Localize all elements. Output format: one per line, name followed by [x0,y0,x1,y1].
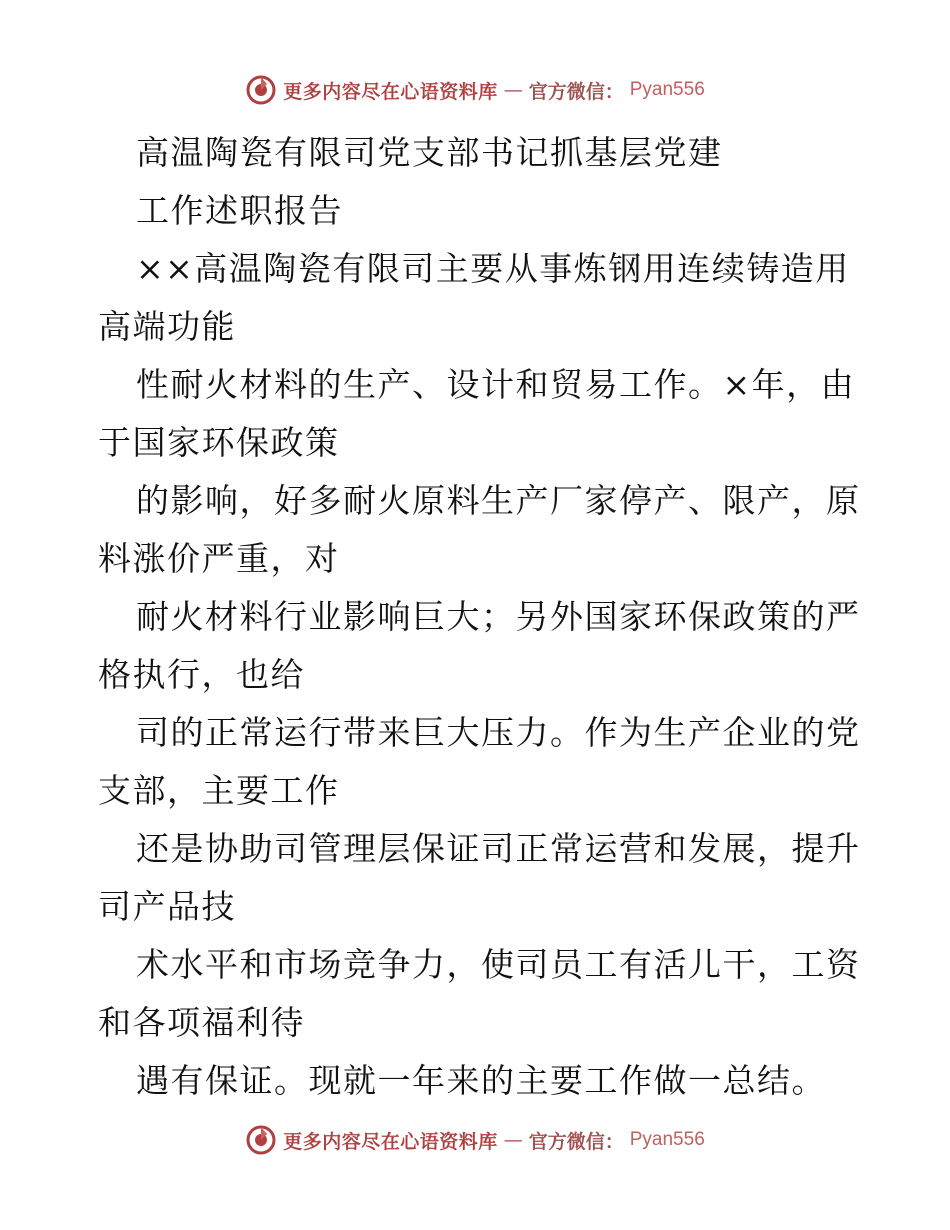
paragraph-line: 于国家环保政策 [98,423,340,462]
paragraph-line: 支部，主要工作 [98,771,340,810]
document-title-line: 高温陶瓷有限司党支部书记抓基层党建 [136,133,723,172]
paragraph-line: 格执行，也给 [98,655,305,694]
paragraph-line: 术水平和市场竞争力，使司员工有活儿干，工资 [136,945,861,984]
logo-icon [245,74,277,106]
watermark-id: Pyan556 [629,79,705,100]
paragraph-line: ××高温陶瓷有限司主要从事炼钢用连续铸造用 [136,249,850,288]
watermark-text: 更多内容尽在心语资料库 [283,1130,498,1153]
watermark-dash: — [503,1129,523,1151]
watermark-label: 官方微信： [528,1130,624,1153]
watermark-dash: — [503,79,523,101]
paragraph-line: 司的正常运行带来巨大压力。作为生产企业的党 [136,713,861,752]
paragraph-line: 性耐火材料的生产、设计和贸易工作。×年，由 [136,365,856,404]
watermark-id: Pyan556 [629,1129,705,1150]
paragraph-line: 耐火材料行业影响巨大；另外国家环保政策的严 [136,597,861,636]
header-watermark [0,70,950,110]
paragraph-line: 的影响，好多耐火原料生产厂家停产、限产，原 [136,481,861,520]
document-title-line: 工作述职报告 [136,191,343,230]
paragraph-line: 还是协助司管理层保证司正常运营和发展，提升 [136,829,861,868]
paragraph-line: 料涨价严重，对 [98,539,340,578]
watermark-label: 官方微信： [528,80,624,103]
watermark-text: 更多内容尽在心语资料库 [283,80,498,103]
document-body [98,124,861,1110]
logo-icon [245,1124,277,1156]
footer-watermark [0,1120,950,1160]
paragraph-line: 遇有保证。现就一年来的主要工作做一总结。 [136,1061,826,1100]
paragraph-line: 和各项福利待 [98,1003,305,1042]
paragraph-line: 司产品技 [98,887,236,926]
paragraph-line: 高端功能 [98,307,236,346]
